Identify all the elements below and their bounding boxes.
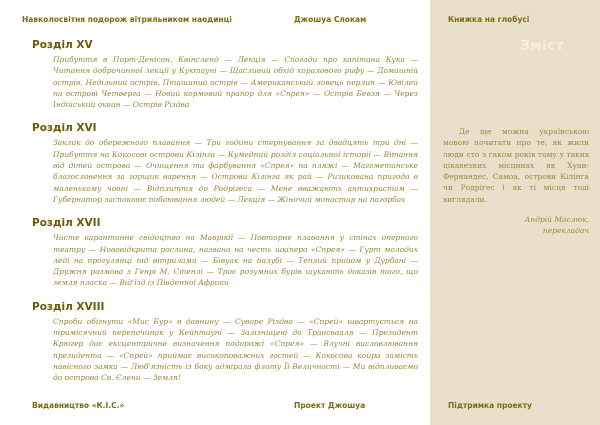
quote-author-role: перекладач — [542, 226, 589, 236]
contents-sidebar-panel — [430, 0, 600, 425]
translator-quote: Де ще можна українською мовою почитати про те, як жили люди сто з гаком років тому у таких цікавезних місцинах як Хуан-Фернандес, Самоа, острови Кілінга чи Родрігес і як ті місця тоді виглядали. — [443, 127, 589, 204]
publisher-link[interactable]: Видавництво «К.І.С.» — [32, 401, 125, 410]
chapter-description: Чисте карантинне свідоцтво на Маврікії — Повторне плавання у стінах оперного театру — Нововідкрита рослина, названа на честь шкіпера «Спрея» — Гурт молодих леді на прогулянці під вітрилами — Бівуак на палубі — Теплий прийом у Дурбані — Дружня розмова з Генрі М. Стенлі — Троє розумних бурів шукають доказів того, що земля пласка — Від'їзд із Південної Африки — [53, 233, 418, 288]
chapter-item — [32, 301, 418, 384]
chapter-item — [32, 217, 418, 288]
author-link[interactable]: Джошуа Слокам — [294, 15, 367, 24]
chapter-description: Прибуття в Порт-Денісон, Квінсленд — Лекція — Спогади про капітана Кука — Читання доброчинної лекції у Куктауні — Щасливий обхід коралового рифу — Домашній острів, Недільний острів, Пташиний острів — Американський ловець перлин — Ювілей на острові Четверга — Новий кормовий прапор для «Спрея» — Острів Бевзя — Через Індійський океан — Острів Різдва — [53, 55, 418, 110]
chapter-list — [32, 39, 418, 396]
project-link[interactable]: Проект Джошуа — [294, 401, 366, 410]
chapter-title[interactable]: Розділ XVII — [32, 217, 101, 230]
book-title-link[interactable]: Навколосвітня подорож вітрильником наодинці — [22, 15, 232, 24]
chapter-title[interactable]: Розділ XVIII — [32, 300, 105, 313]
chapter-item — [32, 39, 418, 110]
quote-author-name: Андрій Маслюк, — [524, 215, 589, 224]
chapter-title[interactable]: Розділ XVI — [32, 122, 97, 135]
chapter-description: Спроби обігнути «Мис Бур» в давнину — Суворе Різдво — «Спрей» швартується на тримісячний перепочинок у Кейптауні — Залізницею до Трансвааля — Президент Крюгер дає ексцентричне визначення подорожі «Спрея» — Влучні висловлювання президента — «Спрей» приймає високоповажних гостей — Кокосова койра замість навісного замка — Люб'язність із боку адмірала флоту Її Величності — Ми відпливаємо до острова Св. Єлени — Земля! — [53, 316, 418, 383]
chapter-description: Заклик до обережного плавання — Три години стернування за двадцять три дні — Прибуття на Кокосові острови Кілінга — Кумедний розділ соціальної історії — Вітання від дітей острова — Очищення та фарбування «Спрея» на пляжі — Магометанське благословення за горщик варення — Острови Кілінга як рай — Ризикована пригода в маленькому човні — Відплиття до Родрігеса — Мене вважають антихристом — Губернатор заспокоює побоювання людей — Лекція — Жіночий монастир на пагорбах — [53, 138, 418, 204]
book-on-globe-link[interactable]: Книжка на глобусі — [448, 15, 530, 24]
quote-attribution — [443, 214, 589, 237]
chapter-title[interactable]: Розділ XV — [32, 39, 93, 51]
support-project-link[interactable]: Підтримка проекту — [448, 401, 532, 410]
contents-heading: Зміст — [520, 38, 565, 54]
chapter-item — [32, 122, 418, 205]
